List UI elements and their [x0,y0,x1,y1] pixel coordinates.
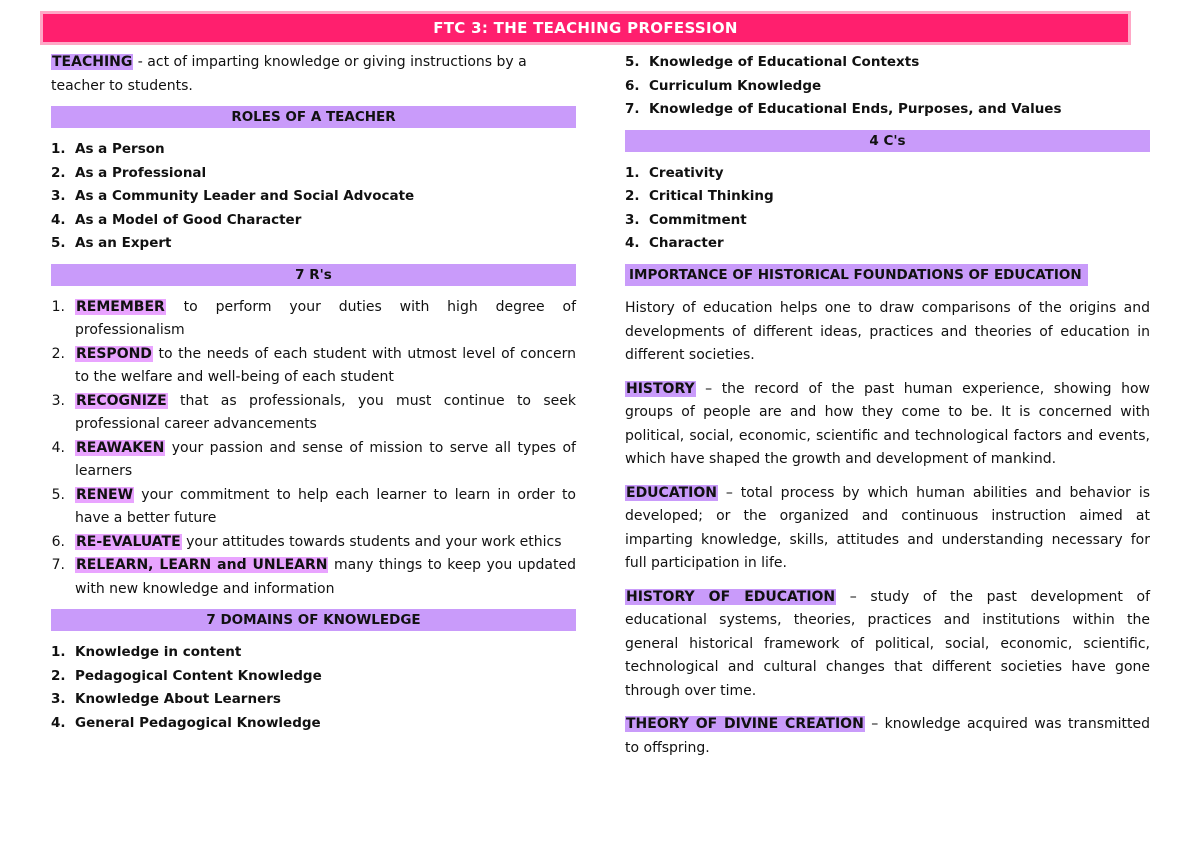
teaching-definition [51,51,576,98]
domains-list-right [625,51,1150,122]
list-item: 5. Knowledge of Educational Contexts [625,54,920,70]
list-item: 6. RE-EVALUATE your attitudes towards students and your work ethics [51,533,562,550]
seven-rs-heading: 7 R's [51,264,576,286]
teaching-text: - act of imparting knowledge or giving instructions by a teacher to students. [51,54,527,94]
list-item: 7. RELEARN, LEARN and UNLEARN many things to keep you updated with new knowledge and information [51,557,576,597]
list-item: 4. As a Model of Good Character [51,211,302,228]
left-column [51,51,576,735]
seven-rs-list [51,296,576,602]
list-item: 4. General Pedagogical Knowledge [51,714,321,731]
historical-heading: IMPORTANCE OF HISTORICAL FOUNDATIONS OF EDUCATION [625,264,1088,286]
list-item: 1. Knowledge in content [51,644,242,660]
divine-creation-definition: THEORY OF DIVINE CREATION – knowledge acquired was transmitted to offspring. [625,716,1150,756]
list-item: 1. REMEMBER to perform your duties with high degree of professionalism [51,298,576,338]
history-definition: HISTORY – the record of the past human experience, showing how groups of people are and how they come to be. It is concerned with political, social, economic, scientific and technological factors and events, which have shaped the growth and development of mankind. [625,380,1150,467]
list-item: 4. REAWAKEN your passion and sense of mission to serve all types of learners [51,439,576,479]
four-cs-heading: 4 C's [625,130,1150,152]
list-item: 2. Critical Thinking [625,188,774,204]
list-item: 6. Curriculum Knowledge [625,77,822,94]
education-definition: EDUCATION – total process by which human abilities and behavior is developed; or the organized and continuous instruction aimed at imparting knowledge, skills, attitudes and understanding necessary for full participation in life. [625,484,1150,571]
right-column [625,51,1150,770]
list-item: 4. Character [625,235,724,251]
domains-heading: 7 DOMAINS OF KNOWLEDGE [51,609,576,631]
roles-list [51,138,576,256]
domains-list-left [51,641,576,735]
history-of-education-definition: HISTORY OF EDUCATION – study of the past development of educational systems, theories, practices and institutions within the general historical framework of political, social, economic, scientific, technological and cultural changes that different societies have gone through over time. [625,588,1151,699]
list-item: 2. Pedagogical Content Knowledge [51,667,322,684]
list-item: 1. Creativity [625,164,724,181]
list-item: 2. As a Professional [51,164,207,181]
four-cs-list [625,162,1150,256]
teaching-term: TEACHING [52,54,133,70]
list-item: 3. As a Community Leader and Social Advocate [51,188,415,204]
page-title: FTC 3: THE TEACHING PROFESSION [40,11,1131,45]
roles-heading: ROLES OF A TEACHER [51,106,576,128]
list-item: 3. Commitment [625,211,747,228]
list-item: 2. RESPOND to the needs of each student with utmost level of concern to the welfare and well-being of each student [51,345,576,385]
list-item: 1. As a Person [51,141,165,157]
list-item: 7. Knowledge of Educational Ends, Purposes, and Values [625,101,1062,117]
historical-intro: History of education helps one to draw comparisons of the origins and developments of different ideas, practices and theories of education in different societies. [625,300,1150,363]
list-item: 3. RECOGNIZE that as professionals, you must continue to seek professional career advancements [51,392,576,432]
list-item: 5. As an Expert [51,235,172,251]
list-item: 3. Knowledge About Learners [51,691,281,707]
list-item: 5. RENEW your commitment to help each learner to learn in order to have a better future [51,486,576,526]
